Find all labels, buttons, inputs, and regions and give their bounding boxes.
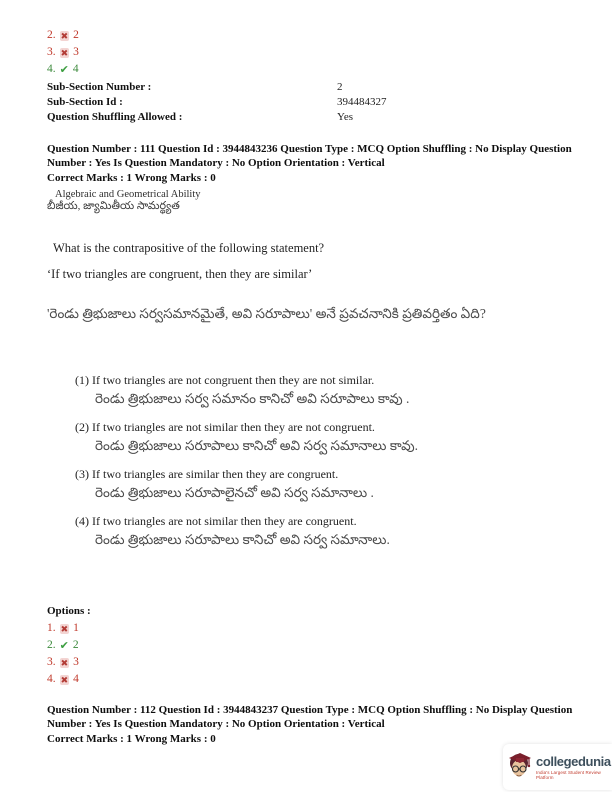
answer-row-label: 4 <box>72 63 79 75</box>
answer-row-number: 1. <box>47 622 56 634</box>
answer-row <box>47 637 79 654</box>
section-title-telugu: బీజీయ, జ్యామితీయ సామర్థ్యత <box>47 200 180 212</box>
question-header-line1: Question Number : 112 Question Id : 3944843237 Question Type : MCQ Option Shuffling : No Display <box>47 704 528 716</box>
option-english-text: If two triangles are not similar then they are not congruent. <box>92 420 375 434</box>
option-english <box>75 373 418 388</box>
option-statements <box>75 373 418 551</box>
option-telugu: రెండు త్రిభుజాలు సరూపాలు కానిచో అవి సర్వ సమానాలు. <box>95 532 390 547</box>
meta-label: Sub-Section Number : <box>47 81 152 93</box>
question-text-english-line2: ‘If two triangles are congruent, then they are similar’ <box>47 267 313 281</box>
question-marks-line: Correct Marks : 1 Wrong Marks : 0 <box>47 171 216 184</box>
meta-value: 2 <box>337 81 343 93</box>
question-112-header <box>47 704 587 746</box>
options-label: Options : <box>47 605 91 617</box>
answer-row-number: 4. <box>47 673 56 685</box>
option-telugu: రెండు త్రిభుజాలు సర్వ సమానం కానిచో అవి సరూపాలు కావు . <box>95 391 410 406</box>
answer-row-label: 2 <box>73 29 79 41</box>
option-telugu: రెండు త్రిభుజాలు సరూపాలు కానిచో అవి సర్వ సమానాలు కావు. <box>95 438 418 453</box>
prev-question-answer-key <box>47 27 79 78</box>
collegedunia-mascot-icon <box>507 749 533 786</box>
answer-row-label: 1 <box>73 622 79 634</box>
option-telugu: రెండు త్రిభుజాలు సరూపాలైనచో అవి సర్వ సమానాలు . <box>95 485 374 500</box>
collegedunia-brand-name: collegedunia <box>536 753 611 769</box>
correct-icon: ✔ <box>59 639 69 652</box>
option-number: (2) <box>75 420 89 434</box>
option-english <box>75 467 418 482</box>
option-english <box>75 420 418 435</box>
answer-row-label: 3 <box>73 656 79 668</box>
answer-row <box>47 620 79 637</box>
wrong-icon: ✖ <box>60 674 69 685</box>
option-english-text: If two triangles are not congruent then they are not similar. <box>92 373 375 387</box>
option-statement <box>75 373 418 410</box>
answer-row-number: 3. <box>47 656 56 668</box>
question-marks-line: Correct Marks : 1 Wrong Marks : 0 <box>47 732 216 745</box>
option-english-text: If two triangles are similar then they are congruent. <box>92 467 339 481</box>
collegedunia-logo <box>503 744 612 790</box>
answer-row <box>47 44 79 61</box>
wrong-icon: ✖ <box>60 30 69 41</box>
answer-row-label: 3 <box>73 46 79 58</box>
option-english <box>75 514 418 529</box>
option-number: (4) <box>75 514 89 528</box>
question-header-line2: Question Number : Yes Is Question Mandatory : No Option Orientation : Vertical <box>47 704 573 730</box>
section-title-english: Algebraic and Geometrical Ability <box>55 189 201 200</box>
answer-row <box>47 671 79 688</box>
question-111-answer-key <box>47 620 79 688</box>
collegedunia-tagline: India's Largest Student Review Platform <box>536 769 601 780</box>
option-english-text: If two triangles are not similar then they are congruent. <box>92 514 357 528</box>
option-number: (1) <box>75 373 89 387</box>
answer-row-number: 2. <box>47 639 56 651</box>
meta-label: Sub-Section Id : <box>47 96 123 108</box>
answer-row-number: 4. <box>47 63 56 75</box>
question-text-telugu: 'రెండు త్రిభుజాలు సర్వసమానమైతే, అవి సరూపాలు' అనే ప్రవచనానికి ప్రతివర్తితం ఏది? <box>47 306 486 321</box>
answer-row <box>47 27 79 44</box>
answer-row <box>47 654 79 671</box>
wrong-icon: ✖ <box>60 623 69 634</box>
option-statement <box>75 420 418 457</box>
meta-row <box>47 95 567 110</box>
sub-section-meta <box>47 80 567 125</box>
question-111-header <box>47 143 587 185</box>
meta-row <box>47 80 567 95</box>
collegedunia-brand-text <box>536 755 612 780</box>
question-text-english-line1: What is the contrapositive of the following statement? <box>53 241 325 255</box>
wrong-icon: ✖ <box>60 657 69 668</box>
wrong-icon: ✖ <box>60 47 69 58</box>
answer-row <box>47 61 79 78</box>
answer-row-number: 2. <box>47 29 56 41</box>
meta-row <box>47 110 567 125</box>
option-statement <box>75 467 418 504</box>
meta-value: Yes <box>337 111 354 123</box>
question-header-line1: Question Number : 111 Question Id : 3944843236 Question Type : MCQ Option Shuffling : No Display <box>47 143 527 155</box>
meta-value: 394484327 <box>337 96 387 108</box>
option-statement <box>75 514 418 551</box>
answer-row-label: 4 <box>73 673 79 685</box>
answer-row-label: 2 <box>72 639 79 651</box>
section-title-block <box>47 189 201 215</box>
answer-row-number: 3. <box>47 46 56 58</box>
meta-label: Question Shuffling Allowed : <box>47 111 183 123</box>
correct-icon: ✔ <box>59 63 69 76</box>
option-number: (3) <box>75 467 89 481</box>
question-header-line2: Question Number : Yes Is Question Mandatory : No Option Orientation : Vertical <box>47 143 572 169</box>
